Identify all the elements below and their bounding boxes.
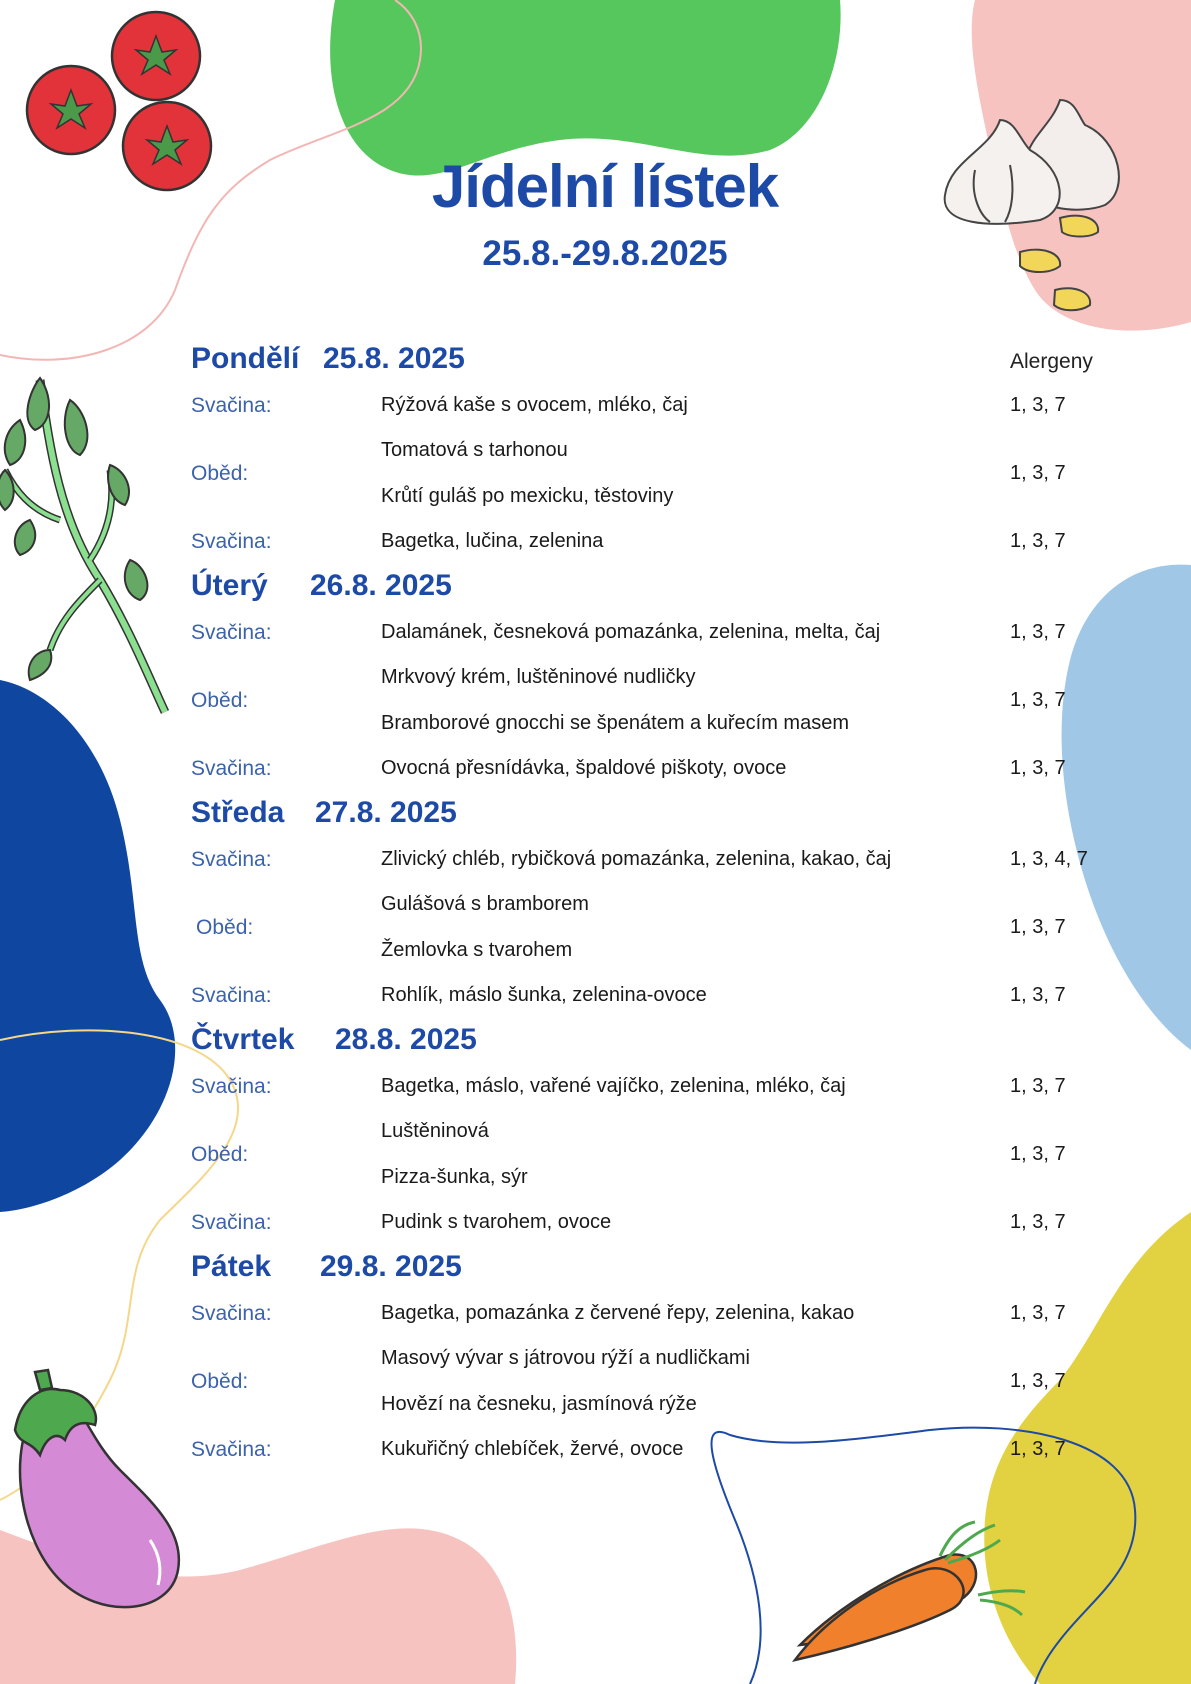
- lunch-main: Hovězí na česneku, jasmínová rýže: [381, 1393, 697, 1415]
- snack-dish: Pudink s tvarohem, ovoce: [381, 1211, 612, 1233]
- day-heading-wednesday: [191, 796, 457, 830]
- snack-label: Svačina:: [191, 530, 272, 553]
- lunch-main: Krůtí guláš po mexicku, těstoviny: [381, 485, 674, 507]
- lunch-allergens: 1, 3, 7: [1010, 1370, 1066, 1392]
- snack-label: Svačina:: [191, 1302, 272, 1325]
- snack-label: Svačina:: [191, 394, 272, 417]
- snack-label: Svačina:: [191, 984, 272, 1007]
- lunch-allergens: 1, 3, 7: [1010, 1143, 1066, 1165]
- day-date: 25.8. 2025: [323, 342, 465, 375]
- lunch-main: Žemlovka s tvarohem: [381, 939, 573, 961]
- page-title: Jídelní lístek: [431, 153, 779, 220]
- day-date: 27.8. 2025: [315, 796, 457, 829]
- parsley-illustration: [0, 378, 165, 712]
- snack-allergens: 1, 3, 7: [1010, 984, 1066, 1006]
- day-heading-monday: [191, 342, 465, 376]
- day-name: Čtvrtek: [191, 1023, 295, 1056]
- day-date: 29.8. 2025: [320, 1250, 462, 1283]
- snack-allergens: 1, 3, 7: [1010, 1211, 1066, 1233]
- lunch-label: Oběd:: [191, 1143, 249, 1166]
- snack-dish: Zlivický chléb, rybičková pomazánka, zelenina, kakao, čaj: [381, 848, 892, 870]
- snack-label: Svačina:: [191, 1075, 272, 1098]
- snack-allergens: 1, 3, 7: [1010, 621, 1066, 643]
- lunch-label: Oběd:: [191, 689, 249, 712]
- snack-label: Svačina:: [191, 848, 272, 871]
- snack-dish: Dalamánek, česneková pomazánka, zelenina, melta, čaj: [381, 621, 881, 643]
- day-heading-tuesday: [191, 569, 452, 603]
- snack-label: Svačina:: [191, 1438, 272, 1461]
- lunch-allergens: 1, 3, 7: [1010, 916, 1066, 938]
- snack-dish: Kukuřičný chlebíček, žervé, ovoce: [381, 1438, 684, 1460]
- snack-allergens: 1, 3, 7: [1010, 1438, 1066, 1460]
- day-name: Pátek: [191, 1250, 272, 1283]
- snack-dish: Bagetka, lučina, zelenina: [381, 530, 604, 552]
- snack-dish: Bagetka, pomazánka z červené řepy, zelenina, kakao: [381, 1302, 855, 1324]
- snack-allergens: 1, 3, 7: [1010, 757, 1066, 779]
- lunch-label: Oběd:: [196, 916, 254, 939]
- lunch-allergens: 1, 3, 7: [1010, 462, 1066, 484]
- snack-allergens: 1, 3, 7: [1010, 1302, 1066, 1324]
- lunch-label: Oběd:: [191, 462, 249, 485]
- menu-period: 25.8.-29.8.2025: [482, 234, 728, 273]
- snack-allergens: 1, 3, 7: [1010, 394, 1066, 416]
- light-blue-blob: [1062, 565, 1191, 1050]
- allergens-column-header: Alergeny: [1010, 350, 1093, 373]
- day-date: 26.8. 2025: [310, 569, 452, 602]
- lunch-soup: Masový vývar s játrovou rýží a nudličkami: [381, 1347, 751, 1369]
- lunch-allergens: 1, 3, 7: [1010, 689, 1066, 711]
- day-date: 28.8. 2025: [335, 1023, 477, 1056]
- lunch-soup: Luštěninová: [381, 1120, 489, 1142]
- day-name: Pondělí: [191, 342, 300, 375]
- snack-label: Svačina:: [191, 621, 272, 644]
- snack-allergens: 1, 3, 7: [1010, 530, 1066, 552]
- lunch-soup: Gulášová s bramborem: [381, 893, 589, 915]
- snack-label: Svačina:: [191, 757, 272, 780]
- day-heading-friday: [191, 1250, 462, 1284]
- snack-dish: Bagetka, máslo, vařené vajíčko, zelenina, mléko, čaj: [381, 1075, 846, 1097]
- snack-allergens: 1, 3, 7: [1010, 1075, 1066, 1097]
- snack-dish: Rýžová kaše s ovocem, mléko, čaj: [381, 394, 688, 416]
- lunch-main: Bramborové gnocchi se špenátem a kuřecím masem: [381, 712, 849, 734]
- snack-label: Svačina:: [191, 1211, 272, 1234]
- day-name: Středa: [191, 796, 285, 829]
- lunch-label: Oběd:: [191, 1370, 249, 1393]
- lunch-soup: Mrkvový krém, luštěninové nudličky: [381, 666, 696, 688]
- day-heading-thursday: [191, 1023, 477, 1057]
- lunch-soup: Tomatová s tarhonou: [381, 439, 568, 461]
- snack-dish: Rohlík, máslo šunka, zelenina-ovoce: [381, 984, 707, 1006]
- day-name: Úterý: [191, 569, 268, 602]
- snack-allergens: 1, 3, 4, 7: [1010, 848, 1088, 870]
- lunch-main: Pizza-šunka, sýr: [381, 1166, 528, 1188]
- navy-blob: [0, 680, 175, 1212]
- snack-dish: Ovocná přesnídávka, špaldové piškoty, ovoce: [381, 757, 787, 779]
- green-blob: [330, 0, 840, 176]
